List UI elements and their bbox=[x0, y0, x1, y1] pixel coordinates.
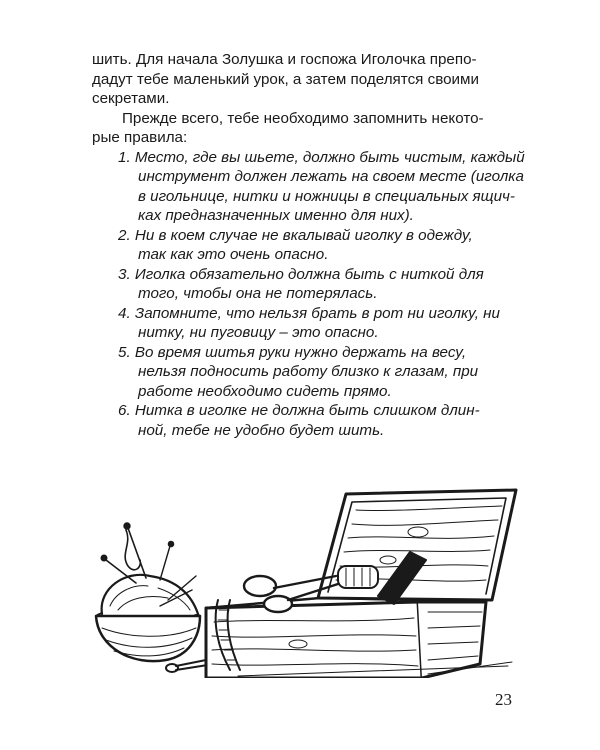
rule-line: 2. Ни в коем случае не вкалывай иголку в одежду, bbox=[118, 226, 473, 244]
rule-line: работе необходимо сидеть прямо. bbox=[138, 382, 392, 400]
rule-line: ках предназначенных именно для них). bbox=[138, 207, 414, 224]
rule-line: 3. Иголка обязательно должна быть с ниткой для bbox=[118, 265, 484, 283]
rule-item-3 bbox=[92, 265, 512, 304]
text-line: дадут тебе маленький урок, а затем поделятся своими bbox=[92, 70, 479, 88]
sewing-box-icon bbox=[206, 490, 516, 678]
rule-item-1 bbox=[92, 148, 525, 226]
page-number: 23 bbox=[495, 690, 512, 709]
rule-line: так как это очень опасно. bbox=[138, 246, 329, 263]
rule-line: ной, тебе не удобно будет шить. bbox=[138, 421, 385, 439]
text-line: шить. Для начала Золушка и госпожа Иголочка препо- bbox=[92, 51, 477, 68]
rules-intro-paragraph bbox=[92, 109, 512, 148]
rule-line: 4. Запомните, что нельзя брать в рот ни иголку, ни bbox=[118, 304, 500, 322]
text-line: Прежде всего, тебе необходимо запомнить некото- bbox=[122, 109, 484, 127]
pincushion-icon bbox=[96, 523, 200, 661]
rule-line: того, чтобы она не потерялась. bbox=[138, 285, 378, 302]
rules-list bbox=[92, 148, 525, 441]
rule-item-2 bbox=[92, 226, 512, 265]
text-line: рые правила: bbox=[92, 129, 188, 146]
rule-line: в игольнице, нитки и ножницы в специальных ящич- bbox=[138, 187, 515, 205]
rule-line: 5. Во время шитья руки нужно держать на весу, bbox=[118, 343, 467, 361]
rule-item-4 bbox=[92, 304, 512, 343]
rule-line: инструмент должен лежать на своем месте (иголка bbox=[138, 168, 524, 185]
rule-item-5 bbox=[92, 343, 512, 402]
sewing-box-illustration bbox=[88, 488, 518, 678]
text-line: секретами. bbox=[92, 90, 170, 107]
rule-line: нельзя подносить работу близко к глазам, при bbox=[138, 363, 479, 380]
rule-line: 6. Нитка в иголке не должна быть слишком длин- bbox=[118, 402, 480, 419]
rule-item-6 bbox=[92, 401, 512, 440]
rule-line: 1. Место, где вы шьете, должно быть чистым, каждый bbox=[118, 148, 525, 166]
rule-line: нитку, ни пуговицу – это опасно. bbox=[138, 324, 379, 341]
text-block bbox=[92, 50, 525, 440]
intro-paragraph bbox=[92, 50, 512, 109]
